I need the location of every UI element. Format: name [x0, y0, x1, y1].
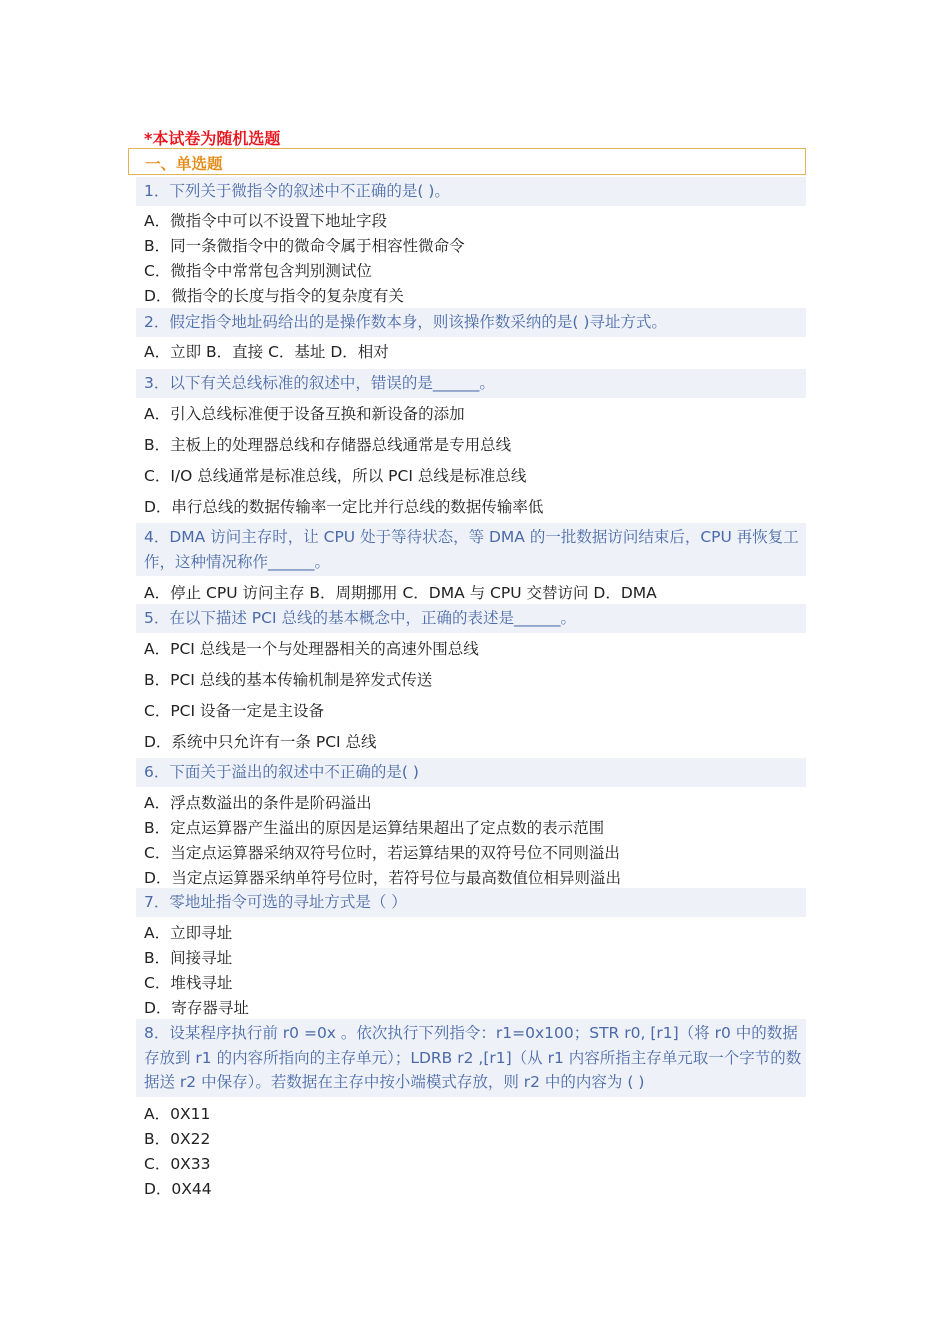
section-header: [128, 148, 806, 175]
question-8: 8．设某程序执行前 r0 =0x 。依次执行下列指令：r1=0x100；STR r0, [r1]（将 r0 中的数据存放到 r1 的内容所指向的主存单元）；LDRB r2 ,[r1]（从 r1 内容所指主存单元取一个字节的数据送 r2 中保存）。若数据在主存中按小端模式存放，则 r2 中的内容为 ( ): [136, 1019, 806, 1097]
q1-option-c[interactable]: C．微指令中常常包含判别测试位: [144, 262, 372, 280]
q6-option-d[interactable]: D．当定点运算器采纳单符号位时，若符号位与最高数值位相异则溢出: [144, 869, 621, 887]
q2-options[interactable]: A．立即 B．直接 C．基址 D．相对: [144, 343, 389, 361]
random-selection-notice: *本试卷为随机选题: [144, 129, 281, 148]
q7-option-a[interactable]: A．立即寻址: [144, 924, 233, 942]
question-5: 5．在以下描述 PCI 总线的基本概念中，正确的表述是______。: [136, 604, 806, 633]
q6-option-a[interactable]: A．浮点数溢出的条件是阶码溢出: [144, 794, 372, 812]
q5-option-d[interactable]: D．系统中只允许有一条 PCI 总线: [144, 733, 377, 751]
q8-option-b[interactable]: B．0X22: [144, 1130, 211, 1148]
q1-option-b[interactable]: B．同一条微指令中的微命令属于相容性微命令: [144, 237, 465, 255]
question-1: 1．下列关于微指令的叙述中不正确的是( )。: [136, 177, 806, 206]
q5-option-a[interactable]: A．PCI 总线是一个与处理器相关的高速外围总线: [144, 640, 479, 658]
q3-option-a[interactable]: A．引入总线标准便于设备互换和新设备的添加: [144, 405, 465, 423]
q8-option-c[interactable]: C．0X33: [144, 1155, 211, 1173]
q7-option-d[interactable]: D．寄存器寻址: [144, 999, 249, 1017]
question-2: 2．假定指令地址码给出的是操作数本身，则该操作数采纳的是( )寻址方式。: [136, 308, 806, 337]
q4-options[interactable]: A．停止 CPU 访问主存 B．周期挪用 C．DMA 与 CPU 交替访问 D．DMA: [144, 584, 657, 602]
q3-option-d[interactable]: D．串行总线的数据传输率一定比并行总线的数据传输率低: [144, 498, 544, 516]
q8-option-d[interactable]: D．0X44: [144, 1180, 212, 1198]
q3-option-c[interactable]: C．I/O 总线通常是标准总线，所以 PCI 总线是标准总线: [144, 467, 527, 485]
q5-option-c[interactable]: C．PCI 设备一定是主设备: [144, 702, 324, 720]
question-7: 7．零地址指令可选的寻址方式是（ ）: [136, 888, 806, 917]
q6-option-c[interactable]: C．当定点运算器采纳双符号位时，若运算结果的双符号位不同则溢出: [144, 844, 620, 862]
q8-option-a[interactable]: A．0X11: [144, 1105, 211, 1123]
question-6: 6．下面关于溢出的叙述中不正确的是( ): [136, 758, 806, 787]
q5-option-b[interactable]: B．PCI 总线的基本传输机制是猝发式传送: [144, 671, 433, 689]
q1-option-a[interactable]: A．微指令中可以不设置下地址字段: [144, 212, 388, 230]
q3-option-b[interactable]: B．主板上的处理器总线和存储器总线通常是专用总线: [144, 436, 512, 454]
q7-option-b[interactable]: B．间接寻址: [144, 949, 233, 967]
question-3: 3．以下有关总线标准的叙述中，错误的是______。: [136, 369, 806, 398]
q7-option-c[interactable]: C．堆栈寻址: [144, 974, 233, 992]
q1-option-d[interactable]: D．微指令的长度与指令的复杂度有关: [144, 287, 404, 305]
q6-option-b[interactable]: B．定点运算器产生溢出的原因是运算结果超出了定点数的表示范围: [144, 819, 605, 837]
question-4: 4．DMA 访问主存时，让 CPU 处于等待状态，等 DMA 的一批数据访问结束后，CPU 再恢复工作，这种情况称作______。: [136, 523, 806, 576]
section-title: 一、单选题: [145, 155, 223, 173]
